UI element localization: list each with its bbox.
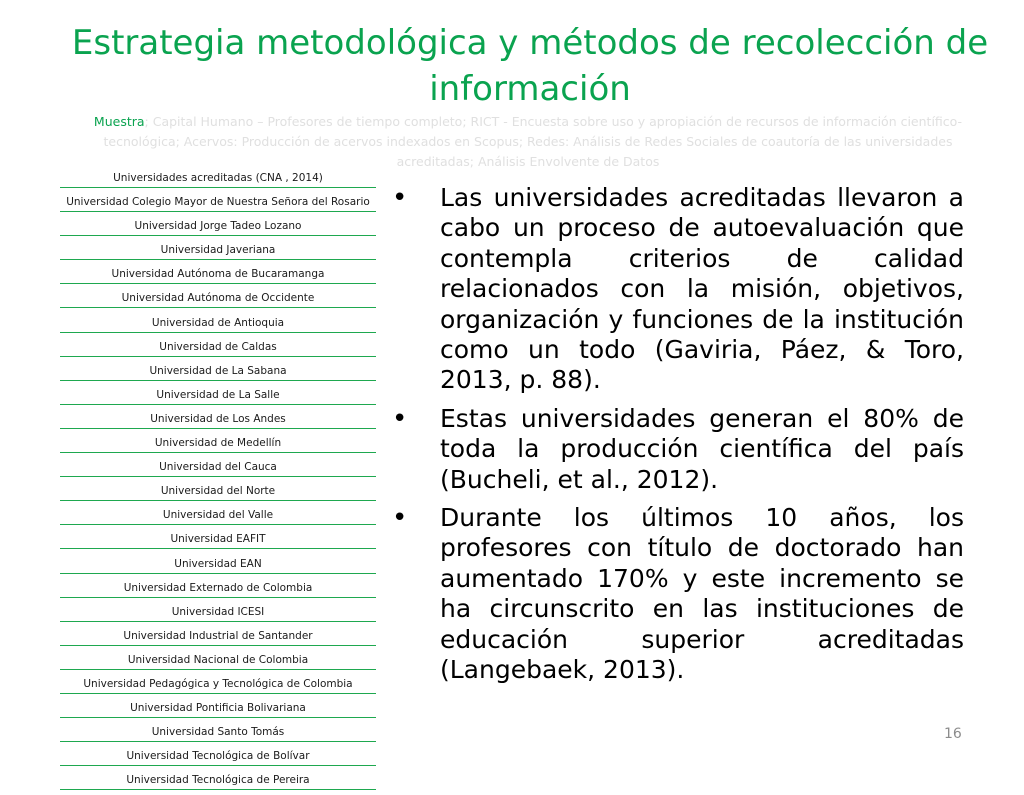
bullet-text: Las universidades acreditadas llevaron a cabo un proceso de autoevaluación que contempla criterios de calidad relacionados con la misión, objetivos, organización y funciones de la institución como un todo (Gaviria, Páez, & Toro, 2013, p. 88).	[440, 183, 964, 395]
table-row: Universidad EAFIT	[60, 530, 376, 549]
subtitle-lead: Muestra	[93, 114, 145, 129]
table-row: Universidad del Norte	[60, 482, 376, 501]
table-row: Universidad Autónoma de Bucaramanga	[60, 265, 376, 284]
table-row: Universidad Autónoma de Occidente	[60, 289, 376, 308]
slide-title: Estrategia metodológica y métodos de recolección de información	[71, 23, 989, 109]
table-row: Universidad Tecnológica de Pereira	[60, 771, 376, 790]
bullet-icon: •	[392, 503, 408, 534]
university-table	[60, 169, 376, 795]
table-row: Universidad Pontificia Bolivariana	[60, 699, 376, 718]
table-row: Universidad Externado de Colombia	[60, 579, 376, 598]
table-row: Universidad Jorge Tadeo Lozano	[60, 217, 376, 236]
table-header: Universidades acreditadas (CNA , 2014)	[60, 169, 376, 188]
table-row: Universidad Pedagógica y Tecnológica de Colombia	[60, 675, 376, 694]
bullet-item	[392, 183, 964, 396]
bullet-icon: •	[392, 183, 408, 213]
table-row: Universidad de La Sabana	[60, 362, 376, 381]
page-number: 16	[944, 726, 962, 742]
table-row: Universidad Industrial de Santander	[60, 627, 376, 646]
bullet-item	[392, 404, 964, 495]
table-row: Universidad del Valle	[60, 506, 376, 525]
bullet-item	[392, 503, 964, 685]
table-row: Universidad del Cauca	[60, 458, 376, 477]
table-row: Universidad Javeriana	[60, 241, 376, 260]
table-row: Universidad Santo Tomás	[60, 723, 376, 742]
slide-subtitle	[88, 112, 968, 172]
table-row: Universidad Colegio Mayor de Nuestra Señora del Rosario	[60, 193, 376, 212]
bullet-list	[392, 183, 964, 694]
bullet-text: Durante los últimos 10 años, los profesores con título de doctorado han aumentado 170% y este incremento se ha circunscrito en las instituciones de educación superior acreditadas (Langebaek, 2013).	[440, 503, 964, 685]
table-row: Universidad de Antioquia	[60, 314, 376, 333]
table-row: Universidad de La Salle	[60, 386, 376, 405]
table-row: Universidad ICESI	[60, 603, 376, 622]
table-row: Universidad de Caldas	[60, 338, 376, 357]
subtitle-rest: ; Capital Humano – Profesores de tiempo completo; RICT - Encuesta sobre uso y apropiación de recursos de información científico-tecnológica; Acervos: Producción de acervos indexados en Scopus; Redes: Análisis de Redes Sociales de coautoría de las universidades acreditadas; Análisis Envolvente de Datos	[103, 114, 963, 169]
bullet-icon: •	[392, 403, 408, 434]
table-row: Universidad Tecnológica de Bolívar	[60, 747, 376, 766]
bullet-text: Estas universidades generan el 80% de toda la producción científica del país (Bucheli, et al., 2012).	[440, 403, 964, 494]
table-row: Universidad de Medellín	[60, 434, 376, 453]
table-row: Universidad de Los Andes	[60, 410, 376, 429]
table-row: Universidad EAN	[60, 555, 376, 574]
table-row: Universidad Nacional de Colombia	[60, 651, 376, 670]
